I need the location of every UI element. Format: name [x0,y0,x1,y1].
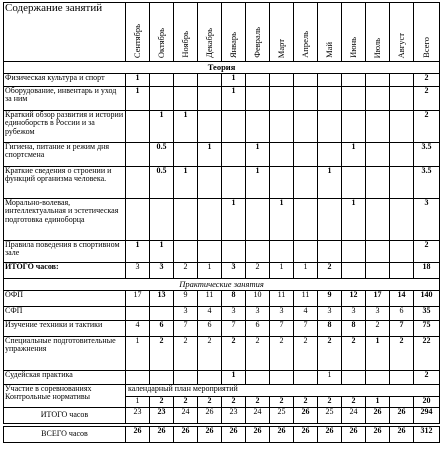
theory-total-row-aug [390,263,414,279]
theory-row-jan: 1 [222,74,246,87]
practice-row-may: 2 [318,337,342,371]
practice-row-mar: 2 [270,337,294,371]
theory-row-jun [342,111,366,143]
theory-row-sep: 1 [126,241,150,263]
theory-row-aug [390,74,414,87]
practice-row-oct: 13 [150,291,174,307]
theory-row-may [318,199,342,241]
practice-row-aug [390,371,414,385]
theory-total-row-apr: 1 [294,263,318,279]
totals-row-oct: 23 [150,408,174,424]
theory-row-jul [366,167,390,199]
section-theory: Теория [4,62,440,74]
theory-total-row-jan: 3 [222,263,246,279]
theory-row-label: Правила поведения в спортивном зале [4,241,126,263]
competitions-row [4,385,440,397]
theory-total-row-nov: 2 [174,263,198,279]
section-practice: Практические занятия [4,279,440,291]
totals-row-jul: 26 [366,408,390,424]
month-header-jul: Июль [366,3,390,62]
theory-row-total: 2 [414,74,440,87]
theory-row-apr [294,241,318,263]
theory-total-row-total: 18 [414,263,440,279]
practice-row-feb: 6 [246,321,270,337]
practice-row-sep: 17 [126,291,150,307]
practice-row-mar: 7 [270,321,294,337]
competitions-may: 2 [318,397,342,408]
competitions-label-1: Участие в соревнованиях [5,384,92,393]
theory-row-nov: 1 [174,167,198,199]
theory-row-apr [294,74,318,87]
theory-row-nov [174,74,198,87]
practice-row-label: Специальные подготовительные упражнения [4,337,126,371]
month-header-aug: Август [390,3,414,62]
theory-row-aug [390,111,414,143]
header-row [4,3,440,62]
theory-row-dec [198,167,222,199]
theory-row-total: 3 [414,199,440,241]
totals-row-nov: 24 [174,408,198,424]
competitions-dec: 2 [198,397,222,408]
theory-total-row-jul [366,263,390,279]
month-header-sep: Сентябрь [126,3,150,62]
practice-row-nov: 7 [174,321,198,337]
practice-row-jul: 3 [366,307,390,321]
theory-row-aug [390,143,414,167]
theory-row-jun: 1 [342,143,366,167]
theory-total-row-feb: 2 [246,263,270,279]
competitions-jul: 1 [366,397,390,408]
theory-total-row-may: 2 [318,263,342,279]
grand-total-row-mar: 26 [270,427,294,443]
theory-row-oct [150,87,174,111]
practice-row-label: Судейская практика [4,371,126,385]
theory-row-apr [294,111,318,143]
total-header: Всего [414,3,440,62]
theory-row-jan [222,143,246,167]
practice-row-label: ОФП [4,291,126,307]
totals-row-jun: 24 [342,408,366,424]
theory-total-row [4,263,440,279]
theory-row-feb [246,241,270,263]
practice-row-aug: 2 [390,337,414,371]
theory-row-label: Физическая культура и спорт [4,74,126,87]
training-plan-table [3,2,440,443]
practice-row-label: Изучение техники и тактики [4,321,126,337]
grand-total-row-aug: 26 [390,427,414,443]
practice-row-jul: 2 [366,321,390,337]
theory-row-jan [222,111,246,143]
grand-total-row-jun: 26 [342,427,366,443]
theory-total-row-dec: 1 [198,263,222,279]
theory-row-sep: 1 [126,87,150,111]
practice-row-may: 1 [318,371,342,385]
practice-row-sep [126,307,150,321]
totals-row-apr: 26 [294,408,318,424]
grand-total-row-total: 312 [414,427,440,443]
totals-row [4,408,440,424]
theory-row-mar [270,241,294,263]
totals-row-jan: 23 [222,408,246,424]
competitions-oct: 2 [150,397,174,408]
theory-row-label: Морально-волевая, интеллектуальная и эстетическая подготовка единоборца [4,199,126,241]
theory-row-jun [342,74,366,87]
practice-row-jun: 3 [342,307,366,321]
theory-row-jul [366,199,390,241]
theory-row-oct [150,199,174,241]
practice-row-feb: 10 [246,291,270,307]
practice-row-sep: 4 [126,321,150,337]
theory-row-oct: 1 [150,241,174,263]
month-header-may: Май [318,3,342,62]
theory-row-jun [342,241,366,263]
competitions-jan: 2 [222,397,246,408]
practice-row-oct: 6 [150,321,174,337]
theory-row-label: Краткий обзор развития и истории единоборств в России и за рубежом [4,111,126,143]
practice-row-jan: 2 [222,337,246,371]
competitions-aug [390,397,414,408]
theory-row-jun: 1 [342,199,366,241]
practice-row-dec: 6 [198,321,222,337]
theory-row-total: 2 [414,111,440,143]
theory-row-jan: 1 [222,87,246,111]
practice-row-dec: 11 [198,291,222,307]
totals-row-mar: 25 [270,408,294,424]
theory-row-aug [390,241,414,263]
calendar-note: календарный план мероприятий [126,385,440,397]
theory-row-nov [174,87,198,111]
totals-row-feb: 24 [246,408,270,424]
theory-row-nov: 1 [174,111,198,143]
practice-row [4,291,440,307]
practice-row-jun: 12 [342,291,366,307]
theory-row-oct: 0.5 [150,143,174,167]
theory-total-row-sep: 3 [126,263,150,279]
practice-row-dec [198,371,222,385]
theory-row-jul [366,143,390,167]
theory-row-mar [270,143,294,167]
theory-row-sep: 1 [126,74,150,87]
practice-row-apr: 11 [294,291,318,307]
practice-row-nov: 3 [174,307,198,321]
theory-row-jun [342,87,366,111]
practice-row-may: 8 [318,321,342,337]
practice-row-jan: 7 [222,321,246,337]
theory-row-feb: 1 [246,167,270,199]
theory-row-jul [366,111,390,143]
practice-row-aug: 14 [390,291,414,307]
theory-row-oct: 0.5 [150,167,174,199]
theory-row-jul [366,74,390,87]
theory-row-feb [246,87,270,111]
theory-row-aug [390,87,414,111]
practice-row-may: 9 [318,291,342,307]
grand-total-row-nov: 26 [174,427,198,443]
practice-row-jan: 3 [222,307,246,321]
month-header-mar: Март [270,3,294,62]
practice-row-apr [294,371,318,385]
month-header-jan: Январь [222,3,246,62]
practice-row [4,321,440,337]
practice-row-mar: 11 [270,291,294,307]
practice-row [4,307,440,321]
theory-row-may [318,74,342,87]
theory-row-may: 1 [318,167,342,199]
totals-row-total: 294 [414,408,440,424]
theory-row-feb [246,74,270,87]
competitions-feb: 2 [246,397,270,408]
grand-total-row-apr: 26 [294,427,318,443]
practice-row-jun: 2 [342,337,366,371]
theory-row-apr [294,87,318,111]
theory-row-oct [150,74,174,87]
theory-row [4,167,440,199]
totals-row-may: 25 [318,408,342,424]
theory-row-apr [294,199,318,241]
month-header-feb: Февраль [246,3,270,62]
practice-row-dec: 2 [198,337,222,371]
practice-row-aug: 6 [390,307,414,321]
theory-row-jul [366,87,390,111]
practice-row-mar [270,371,294,385]
theory-row-may [318,241,342,263]
theory-row-mar [270,111,294,143]
grand-total-row-jan: 26 [222,427,246,443]
theory-total-row-jun [342,263,366,279]
competitions-total: 20 [414,397,440,408]
month-header-dec: Декабрь [198,3,222,62]
grand-total-row [4,427,440,443]
theory-row-label: Краткие сведения о строении и функций организма человека. [4,167,126,199]
competitions-label [4,385,126,408]
theory-row-may [318,143,342,167]
practice-row [4,371,440,385]
grand-total-row-feb: 26 [246,427,270,443]
theory-row-jun [342,167,366,199]
theory-row-aug [390,199,414,241]
practice-row-oct [150,307,174,321]
theory-row-jan [222,241,246,263]
practice-row-jul: 1 [366,337,390,371]
practice-row-jun: 8 [342,321,366,337]
grand-total-row-sep: 26 [126,427,150,443]
content-header: Содержание занятий [4,3,126,62]
theory-row-mar [270,74,294,87]
theory-row-mar [270,87,294,111]
theory-row-may [318,111,342,143]
practice-row-aug: 7 [390,321,414,337]
theory-row-nov [174,143,198,167]
month-header-oct: Октябрь [150,3,174,62]
theory-row [4,241,440,263]
theory-row-apr [294,167,318,199]
practice-row-feb: 3 [246,307,270,321]
grand-total-row-dec: 26 [198,427,222,443]
theory-row-sep [126,199,150,241]
practice-row-apr: 4 [294,307,318,321]
competitions-apr: 2 [294,397,318,408]
theory-row-may [318,87,342,111]
totals-row-dec: 26 [198,408,222,424]
theory-total-row-label: ИТОГО часов: [4,263,126,279]
practice-row-total: 35 [414,307,440,321]
practice-row-may: 3 [318,307,342,321]
theory-row-feb: 1 [246,143,270,167]
month-header-apr: Апрель [294,3,318,62]
grand-total-row-oct: 26 [150,427,174,443]
practice-row-nov: 2 [174,337,198,371]
theory-row-oct: 1 [150,111,174,143]
theory-row-sep [126,167,150,199]
theory-total-row-mar: 1 [270,263,294,279]
practice-row-sep: 1 [126,337,150,371]
theory-row-feb [246,111,270,143]
competitions-mar: 2 [270,397,294,408]
practice-row-nov: 9 [174,291,198,307]
theory-row [4,199,440,241]
practice-row-jan: 1 [222,371,246,385]
practice-row-oct [150,371,174,385]
theory-row-apr [294,143,318,167]
theory-row [4,74,440,87]
theory-row-label: Оборудование, инвентарь и уход за ним [4,87,126,111]
totals-row-aug: 26 [390,408,414,424]
competitions-nov: 2 [174,397,198,408]
grand-total-row-jul: 26 [366,427,390,443]
competitions-label-2: Контрольные нормативы [5,392,90,402]
practice-row-label: СФП [4,307,126,321]
theory-row-dec: 1 [198,143,222,167]
theory-row-total: 3.5 [414,143,440,167]
theory-row [4,87,440,111]
theory-row-dec [198,111,222,143]
theory-row-sep [126,111,150,143]
practice-row [4,337,440,371]
theory-row-label: Гигиена, питание и режим дня спортсмена [4,143,126,167]
practice-row-sep [126,371,150,385]
practice-row-apr: 2 [294,337,318,371]
theory-row [4,111,440,143]
theory-row-feb [246,199,270,241]
practice-row-total: 140 [414,291,440,307]
practice-row-total: 2 [414,371,440,385]
practice-row-oct: 2 [150,337,174,371]
theory-row-dec [198,241,222,263]
practice-row-jun [342,371,366,385]
practice-row-apr: 7 [294,321,318,337]
theory-row-dec [198,199,222,241]
theory-row-sep [126,143,150,167]
theory-row-dec [198,74,222,87]
grand-total-row-may: 26 [318,427,342,443]
theory-row-total: 2 [414,87,440,111]
grand-total-row-label: ВСЕГО часов [4,427,126,443]
month-header-jun: Июнь [342,3,366,62]
theory-row-dec [198,87,222,111]
theory-row-aug [390,167,414,199]
theory-total-row-oct: 3 [150,263,174,279]
month-header-nov: Ноябрь [174,3,198,62]
practice-row-feb [246,371,270,385]
totals-row-sep: 23 [126,408,150,424]
practice-row-jul: 17 [366,291,390,307]
totals-row-label: ИТОГО часов [4,408,126,424]
practice-row-feb: 2 [246,337,270,371]
theory-row-mar: 1 [270,199,294,241]
theory-row-nov [174,241,198,263]
theory-row-jan [222,167,246,199]
practice-row-nov [174,371,198,385]
theory-row-nov [174,199,198,241]
theory-row-mar [270,167,294,199]
theory-row [4,143,440,167]
competitions-sep: 1 [126,397,150,408]
practice-row-jan: 8 [222,291,246,307]
practice-row-mar: 3 [270,307,294,321]
practice-row-dec: 4 [198,307,222,321]
practice-row-total: 75 [414,321,440,337]
theory-row-jan: 1 [222,199,246,241]
theory-row-total: 3.5 [414,167,440,199]
competitions-jun: 2 [342,397,366,408]
practice-row-total: 22 [414,337,440,371]
practice-row-jul [366,371,390,385]
theory-row-jul [366,241,390,263]
theory-row-total: 2 [414,241,440,263]
